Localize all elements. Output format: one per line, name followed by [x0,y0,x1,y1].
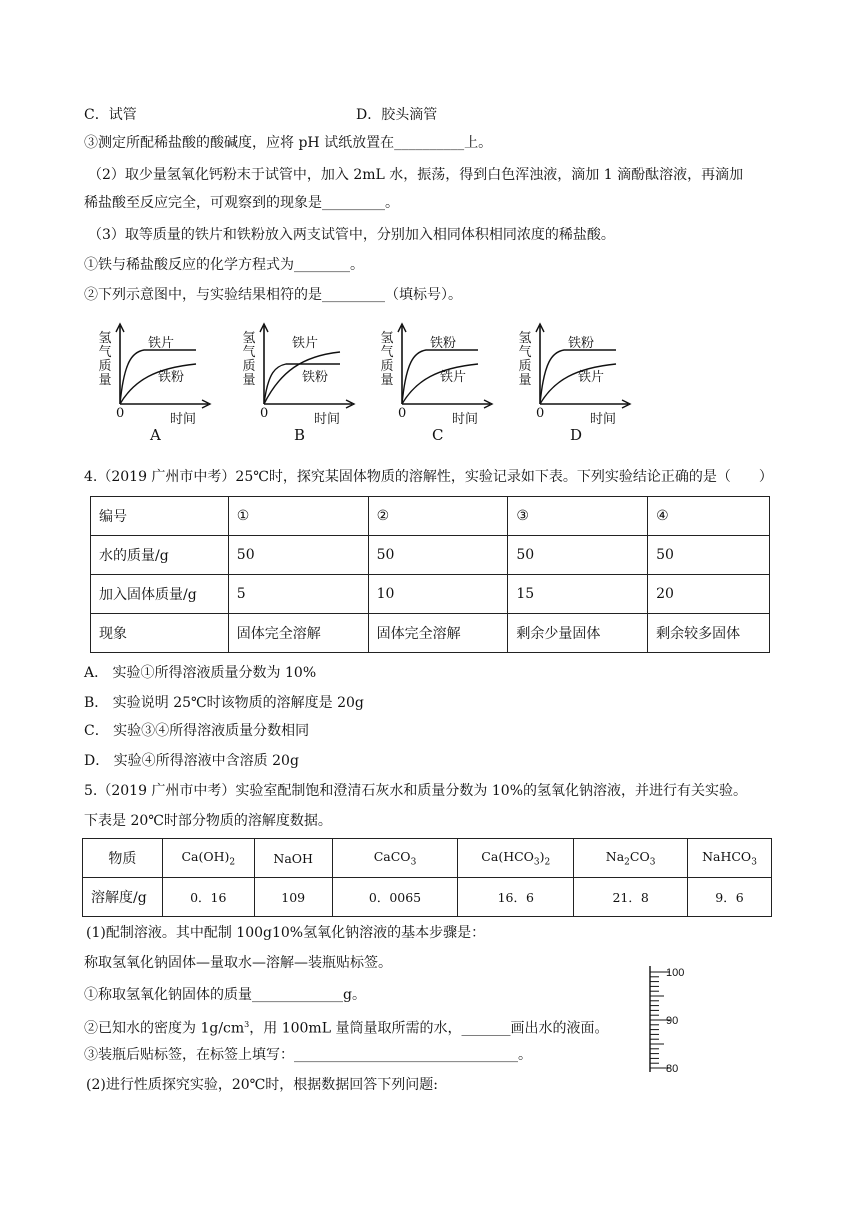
graph-b [228,322,358,444]
graph-y-label: 氢气质量 [242,331,256,388]
q4-table-row [91,536,770,575]
graph-x-label: 时间 [314,412,341,427]
q4-table-header-cell: ④ [648,497,770,536]
solubility-value: 9．6 [688,878,772,917]
q5-s2: ②已知水的密度为 $1g/cm^3$，用 100mL 量筒量取所需的水，_______画出水的液面。 [84,1020,609,1037]
q3-part2-line2: 稀盐酸至反应完全，可观察到的现象是_________。 [84,195,399,211]
q5-steps: 称取氢氧化钠固体—量取水—溶解—装瓶贴标签。 [84,955,392,971]
q3-part2-line1: （2）取少量氢氧化钙粉末于试管中，加入 2mL 水，振荡，得到白色浑浊液，滴加 1 滴酚酞溶液，再滴加 [88,167,744,183]
q4-option-a: A． 实验①所得溶液质量分数为 10% [84,665,317,681]
compound-cahco32: $Ca(HCO_3)_2$ [458,839,574,878]
curve-label-upper: 铁片 [292,336,319,351]
graph-c [366,322,496,444]
q4-table-header-cell: ① [228,497,368,536]
option-c: C．试管 [84,107,137,123]
solubility-value: 21．8 [574,878,688,917]
q5-row-label: 溶解度/g [83,878,163,917]
graph-x-label: 时间 [170,412,197,427]
graph-origin: 0 [398,406,407,421]
solubility-value: 0．0065 [332,878,458,917]
q5-s2a: ②已知水的密度为 1g/cm [84,1020,245,1037]
q4-table-row [91,614,770,653]
graph-letter: C [432,426,444,444]
q3-sub2: ②下列示意图中，与实验结果相符的是_________（填标号）。 [84,287,462,303]
scale-label: 80 [666,1063,679,1074]
graph-origin: 0 [116,406,125,421]
q5-s3: ③装瓶后贴标签，在标签上填写：________________________________。 [84,1047,532,1063]
q4-table-cell: 20 [648,575,770,614]
scale-label: 100 [666,967,685,979]
q4-table-cell: 剩余少量固体 [508,614,648,653]
q4-table-cell: 10 [368,575,508,614]
q4-table-cell: 加入固体质量/g [91,575,229,614]
solubility-value: 0．16 [162,878,254,917]
q4-stem: 4.（2019 广州市中考）25℃时，探究某固体物质的溶解性，实验记录如下表。下列实验结论正确的是（ ） [84,469,773,485]
curve-label-upper: 铁片 [148,336,175,351]
q4-table-cell: 水的质量/g [91,536,229,575]
q4-table-cell: 50 [648,536,770,575]
q3-sub1: ①铁与稀盐酸反应的化学方程式为________。 [84,257,364,273]
compound-na2co3: $Na_2CO_3$ [574,839,688,878]
curve-label-lower: 铁片 [578,370,605,385]
q4-table-header-cell: ② [368,497,508,536]
scale-label: 90 [666,1015,679,1027]
q4-table-cell: 剩余较多固体 [648,614,770,653]
q4-table-cell: 50 [368,536,508,575]
q4-table-cell: 固体完全溶解 [228,614,368,653]
compound-caoh2: $Ca(OH)_2$ [162,839,254,878]
q4-table-cell: 固体完全溶解 [368,614,508,653]
curve-label-lower: 铁片 [440,370,467,385]
q4-table-header-cell: ③ [508,497,648,536]
q4-table [90,496,770,653]
q4-table-row [91,575,770,614]
q4-table-cell: 现象 [91,614,229,653]
q4-table-row [91,497,770,536]
compound-naoh: NaOH [254,839,332,878]
graph-letter: A [150,426,161,444]
curve-label-lower: 铁粉 [158,370,185,385]
graph-y-label: 氢气质量 [98,331,112,388]
q4-option-c: C． 实验③④所得溶液质量分数相同 [84,723,310,739]
compound-nahco3: NaHCO$_3$ [688,839,772,878]
option-d: D．胶头滴管 [356,107,438,123]
q5-s1: ①称取氢氧化钠固体的质量_____________g。 [84,987,366,1003]
q3-part3: （3）取等质量的铁片和铁粉放入两支试管中，分别加入相同体积相同浓度的稀盐酸。 [88,227,615,243]
q4-table-header-cell: 编号 [91,497,229,536]
solubility-value: 16．6 [458,878,574,917]
graph-y-label: 氢气质量 [380,331,394,388]
graph-y-label: 氢气质量 [518,331,532,388]
graduated-cylinder-scale [640,962,690,1074]
graph-letter: D [570,426,583,444]
curve-label-upper: 铁粉 [568,336,595,351]
q4-option-b: B． 实验说明 25℃时该物质的溶解度是 20g [84,695,364,711]
q5-part1: (1)配制溶液。其中配制 100g10%氢氧化钠溶液的基本步骤是： [86,925,486,941]
curve-label-lower: 铁粉 [302,370,329,385]
graph-origin: 0 [260,406,269,421]
graph-d [504,322,634,444]
q4-table-cell: 5 [228,575,368,614]
q5-part2: (2)进行性质探究实验，20℃时，根据数据回答下列问题: [86,1077,439,1093]
q5-stem-2: 下表是 20℃时部分物质的溶解度数据。 [84,813,332,829]
graph-x-label: 时间 [452,412,479,427]
solubility-value: 109 [254,878,332,917]
graph-letter: B [294,426,306,444]
q5-header-label: 物质 [83,839,163,878]
q5-value-row [83,878,772,917]
q4-option-d: D． 实验④所得溶液中含溶质 20g [84,753,299,769]
q4-table-cell: 15 [508,575,648,614]
graph-origin: 0 [536,406,545,421]
graph-x-label: 时间 [590,412,617,427]
q5-s2b: ，用 100mL 量筒量取所需的水，_______画出水的液面。 [249,1020,609,1037]
curve-label-upper: 铁粉 [430,336,457,351]
q4-table-cell: 50 [228,536,368,575]
graph-a [84,322,214,444]
q5-stem-1: 5.（2019 广州市中考）实验室配制饱和澄清石灰水和质量分数为 10%的氢氧化钠溶液，并进行有关实验。 [84,783,748,799]
q5-solubility-table [82,838,772,917]
q4-table-cell: 50 [508,536,648,575]
q5-header-row [83,839,772,878]
compound-caco3: CaCO$_3$ [332,839,458,878]
q3-line-3: ③测定所配稀盐酸的酸碱度，应将 pH 试纸放置在__________上。 [84,135,493,151]
